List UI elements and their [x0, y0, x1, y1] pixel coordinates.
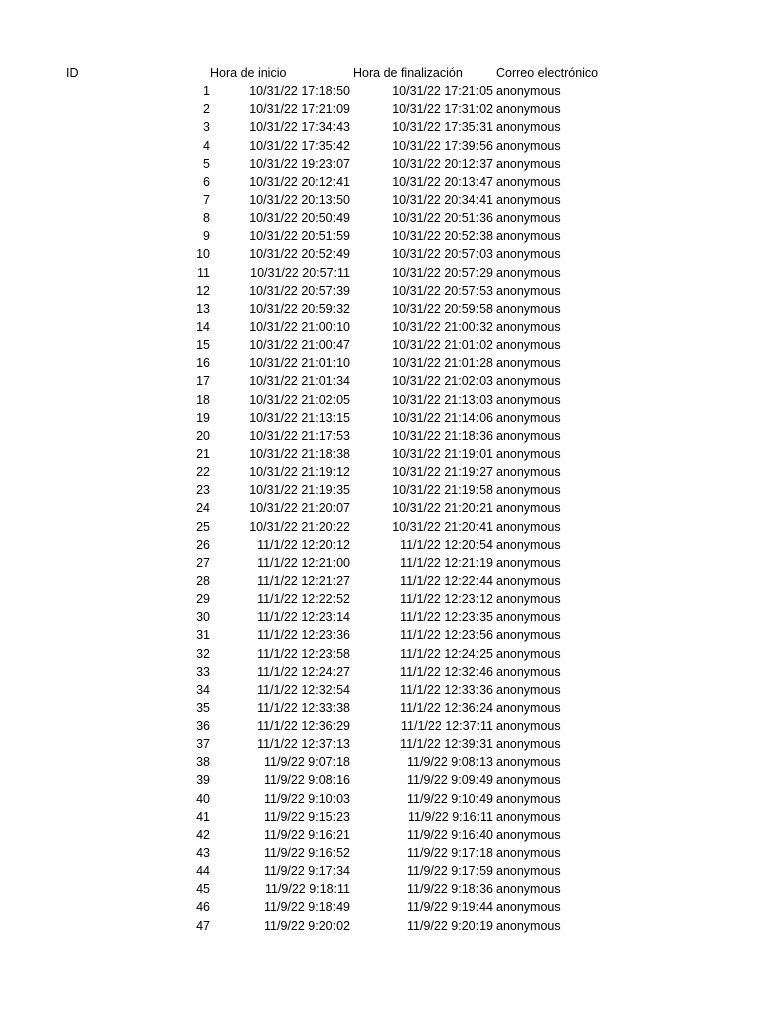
email-cell: anonymous	[496, 283, 561, 298]
email-cell: anonymous	[496, 846, 561, 861]
table-row	[0, 173, 768, 191]
id-cell: 24	[196, 501, 210, 516]
email-cell: anonymous	[496, 428, 561, 443]
id-cell: 40	[196, 791, 210, 806]
start-time-cell: 10/31/22 20:57:11	[250, 265, 350, 280]
end-time-cell: 11/1/22 12:21:19	[400, 555, 493, 570]
end-time-cell: 10/31/22 21:19:58	[392, 483, 493, 498]
start-time-cell: 10/31/22 20:12:41	[249, 174, 350, 189]
end-time-cell: 10/31/22 21:20:41	[392, 519, 493, 534]
id-cell: 14	[196, 319, 210, 334]
end-time-cell: 10/31/22 20:13:47	[392, 174, 493, 189]
email-cell: anonymous	[496, 737, 561, 752]
table-row	[0, 409, 768, 427]
start-time-cell: 10/31/22 17:34:43	[249, 120, 350, 135]
end-time-cell: 11/1/22 12:32:46	[400, 664, 493, 679]
start-time-cell: 10/31/22 21:13:15	[249, 410, 350, 425]
end-time-cell: 11/9/22 9:16:40	[407, 827, 493, 842]
end-time-cell: 11/1/22 12:23:12	[400, 592, 493, 607]
id-cell: 20	[196, 428, 210, 443]
email-cell: anonymous	[496, 719, 561, 734]
start-time-cell: 11/9/22 9:07:18	[264, 755, 350, 770]
end-time-cell: 11/9/22 9:10:49	[407, 791, 493, 806]
end-time-cell: 11/1/22 12:37:11	[401, 719, 493, 734]
start-time-cell: 10/31/22 21:00:47	[249, 338, 350, 353]
table-row	[0, 735, 768, 753]
start-time-cell: 10/31/22 20:50:49	[249, 211, 350, 226]
id-cell: 45	[196, 882, 210, 897]
email-cell: anonymous	[496, 156, 561, 171]
start-time-cell: 11/9/22 9:16:52	[264, 846, 350, 861]
id-cell: 43	[196, 846, 210, 861]
table-row	[0, 391, 768, 409]
table-row	[0, 445, 768, 463]
start-time-cell: 11/9/22 9:18:11	[264, 882, 350, 897]
email-cell: anonymous	[496, 192, 561, 207]
end-time-cell: 11/9/22 9:08:13	[407, 755, 493, 770]
id-cell: 39	[196, 773, 210, 788]
email-cell: anonymous	[496, 465, 561, 480]
end-time-cell: 11/9/22 9:09:49	[407, 773, 493, 788]
table-row	[0, 463, 768, 481]
id-cell: 2	[203, 102, 210, 117]
table-row	[0, 245, 768, 263]
start-time-cell: 10/31/22 20:52:49	[249, 247, 350, 262]
email-cell: anonymous	[496, 918, 561, 933]
email-cell: anonymous	[496, 120, 561, 135]
end-time-cell: 11/9/22 9:18:36	[407, 882, 493, 897]
end-time-cell: 10/31/22 21:02:03	[392, 374, 493, 389]
start-time-cell: 10/31/22 21:01:34	[249, 374, 350, 389]
table-row	[0, 790, 768, 808]
table-row	[0, 481, 768, 499]
start-time-cell: 11/1/22 12:21:27	[257, 573, 350, 588]
id-cell: 18	[196, 392, 210, 407]
end-time-cell: 10/31/22 20:57:03	[392, 247, 493, 262]
id-cell: 12	[196, 283, 210, 298]
table-row	[0, 663, 768, 681]
id-cell: 3	[203, 120, 210, 135]
id-cell: 10	[196, 247, 210, 262]
table-row	[0, 300, 768, 318]
start-time-cell: 11/1/22 12:32:54	[257, 682, 350, 697]
email-cell: anonymous	[496, 592, 561, 607]
table-row	[0, 427, 768, 445]
table-row	[0, 572, 768, 590]
end-time-cell: 10/31/22 20:57:29	[392, 265, 493, 280]
end-time-cell: 11/1/22 12:23:35	[400, 610, 493, 625]
id-cell: 44	[196, 864, 210, 879]
id-cell: 36	[196, 719, 210, 734]
end-time-cell: 11/1/22 12:22:44	[400, 573, 493, 588]
start-time-cell: 11/1/22 12:23:14	[257, 610, 350, 625]
end-time-cell: 10/31/22 20:57:53	[392, 283, 493, 298]
end-time-cell: 10/31/22 21:00:32	[392, 319, 493, 334]
table-row	[0, 227, 768, 245]
table-row	[0, 753, 768, 771]
email-cell: anonymous	[496, 755, 561, 770]
spreadsheet	[0, 64, 768, 935]
id-cell: 30	[196, 610, 210, 625]
id-cell: 8	[203, 211, 210, 226]
start-time-cell: 11/9/22 9:08:16	[264, 773, 350, 788]
id-cell: 32	[196, 646, 210, 661]
table-row	[0, 898, 768, 916]
end-time-cell: 10/31/22 17:39:56	[392, 138, 493, 153]
email-cell: anonymous	[496, 700, 561, 715]
end-time-cell: 10/31/22 20:12:37	[392, 156, 493, 171]
end-time-cell: 10/31/22 17:31:02	[392, 102, 493, 117]
table-row	[0, 118, 768, 136]
email-cell: anonymous	[496, 356, 561, 371]
start-time-cell: 11/9/22 9:10:03	[264, 791, 350, 806]
end-time-cell: 11/1/22 12:36:24	[400, 700, 493, 715]
start-time-cell: 10/31/22 21:20:22	[249, 519, 350, 534]
email-cell: anonymous	[496, 338, 561, 353]
start-time-cell: 10/31/22 17:21:09	[249, 102, 350, 117]
table-row	[0, 155, 768, 173]
end-time-cell: 10/31/22 21:13:03	[392, 392, 493, 407]
start-time-cell: 10/31/22 17:18:50	[249, 84, 350, 99]
id-cell: 19	[196, 410, 210, 425]
id-cell: 25	[196, 519, 210, 534]
end-time-cell: 11/1/22 12:23:56	[400, 628, 493, 643]
email-cell: anonymous	[496, 773, 561, 788]
end-time-cell: 11/9/22 9:17:18	[407, 846, 493, 861]
email-cell: anonymous	[496, 791, 561, 806]
email-cell: anonymous	[496, 446, 561, 461]
email-cell: anonymous	[496, 174, 561, 189]
header-id: ID	[66, 66, 79, 80]
table-body	[0, 82, 768, 935]
end-time-cell: 11/1/22 12:20:54	[400, 537, 493, 552]
id-cell: 27	[196, 555, 210, 570]
start-time-cell: 10/31/22 20:13:50	[249, 192, 350, 207]
id-cell: 34	[196, 682, 210, 697]
email-cell: anonymous	[496, 646, 561, 661]
table-row	[0, 191, 768, 209]
email-cell: anonymous	[496, 84, 561, 99]
email-cell: anonymous	[496, 265, 561, 280]
end-time-cell: 11/1/22 12:24:25	[400, 646, 493, 661]
table-row	[0, 82, 768, 100]
start-time-cell: 11/9/22 9:15:23	[264, 809, 350, 824]
email-cell: anonymous	[496, 610, 561, 625]
email-cell: anonymous	[496, 555, 561, 570]
email-cell: anonymous	[496, 319, 561, 334]
id-cell: 22	[196, 465, 210, 480]
table-row	[0, 264, 768, 282]
table-row	[0, 917, 768, 935]
table-row	[0, 880, 768, 898]
email-cell: anonymous	[496, 628, 561, 643]
start-time-cell: 11/1/22 12:33:38	[257, 700, 350, 715]
table-row	[0, 808, 768, 826]
email-cell: anonymous	[496, 827, 561, 842]
end-time-cell: 10/31/22 21:19:01	[392, 446, 493, 461]
email-cell: anonymous	[496, 301, 561, 316]
start-time-cell: 11/1/22 12:21:00	[257, 555, 350, 570]
id-cell: 23	[196, 483, 210, 498]
table-row	[0, 372, 768, 390]
end-time-cell: 10/31/22 17:35:31	[392, 120, 493, 135]
table-row	[0, 699, 768, 717]
table-row	[0, 354, 768, 372]
id-cell: 15	[196, 338, 210, 353]
end-time-cell: 10/31/22 20:51:36	[392, 211, 493, 226]
header-row	[0, 64, 768, 82]
start-time-cell: 10/31/22 21:01:10	[249, 356, 350, 371]
end-time-cell: 10/31/22 21:01:28	[392, 356, 493, 371]
id-cell: 4	[203, 138, 210, 153]
start-time-cell: 10/31/22 21:02:05	[249, 392, 350, 407]
table-row	[0, 137, 768, 155]
table-row	[0, 499, 768, 517]
end-time-cell: 10/31/22 21:18:36	[392, 428, 493, 443]
end-time-cell: 11/1/22 12:33:36	[400, 682, 493, 697]
email-cell: anonymous	[496, 247, 561, 262]
email-cell: anonymous	[496, 682, 561, 697]
start-time-cell: 10/31/22 21:00:10	[249, 319, 350, 334]
email-cell: anonymous	[496, 573, 561, 588]
end-time-cell: 11/9/22 9:16:11	[407, 809, 493, 824]
id-cell: 11	[197, 265, 210, 280]
end-time-cell: 10/31/22 20:59:58	[392, 301, 493, 316]
table-row	[0, 862, 768, 880]
table-row	[0, 826, 768, 844]
end-time-cell: 11/1/22 12:39:31	[400, 737, 493, 752]
start-time-cell: 10/31/22 19:23:07	[249, 156, 350, 171]
end-time-cell: 11/9/22 9:17:59	[407, 864, 493, 879]
email-cell: anonymous	[496, 537, 561, 552]
id-cell: 17	[196, 374, 210, 389]
email-cell: anonymous	[496, 392, 561, 407]
id-cell: 21	[196, 446, 210, 461]
table-row	[0, 626, 768, 644]
end-time-cell: 10/31/22 21:01:02	[392, 338, 493, 353]
start-time-cell: 11/1/22 12:36:29	[257, 719, 350, 734]
email-cell: anonymous	[496, 882, 561, 897]
email-cell: anonymous	[496, 864, 561, 879]
start-time-cell: 11/9/22 9:17:34	[264, 864, 350, 879]
email-cell: anonymous	[496, 664, 561, 679]
table-row	[0, 681, 768, 699]
table-row	[0, 536, 768, 554]
table-row	[0, 209, 768, 227]
end-time-cell: 10/31/22 21:14:06	[392, 410, 493, 425]
table-row	[0, 590, 768, 608]
email-cell: anonymous	[496, 102, 561, 117]
id-cell: 35	[196, 700, 210, 715]
id-cell: 1	[203, 84, 210, 99]
email-cell: anonymous	[496, 138, 561, 153]
start-time-cell: 11/1/22 12:37:13	[257, 737, 350, 752]
table-row	[0, 844, 768, 862]
id-cell: 6	[203, 174, 210, 189]
start-time-cell: 10/31/22 17:35:42	[249, 138, 350, 153]
id-cell: 28	[196, 573, 210, 588]
table-row	[0, 518, 768, 536]
email-cell: anonymous	[496, 501, 561, 516]
email-cell: anonymous	[496, 483, 561, 498]
id-cell: 29	[196, 592, 210, 607]
id-cell: 38	[196, 755, 210, 770]
email-cell: anonymous	[496, 519, 561, 534]
end-time-cell: 10/31/22 21:20:21	[392, 501, 493, 516]
end-time-cell: 11/9/22 9:19:44	[407, 900, 493, 915]
id-cell: 13	[196, 301, 210, 316]
end-time-cell: 10/31/22 20:52:38	[392, 229, 493, 244]
start-time-cell: 11/9/22 9:20:02	[264, 918, 350, 933]
email-cell: anonymous	[496, 211, 561, 226]
start-time-cell: 11/1/22 12:23:58	[257, 646, 350, 661]
id-cell: 31	[196, 628, 210, 643]
id-cell: 47	[196, 918, 210, 933]
table-row	[0, 554, 768, 572]
id-cell: 46	[196, 900, 210, 915]
start-time-cell: 10/31/22 21:18:38	[249, 446, 350, 461]
id-cell: 33	[196, 664, 210, 679]
start-time-cell: 10/31/22 20:51:59	[249, 229, 350, 244]
start-time-cell: 11/9/22 9:16:21	[264, 827, 350, 842]
table-row	[0, 608, 768, 626]
id-cell: 42	[196, 827, 210, 842]
id-cell: 37	[196, 737, 210, 752]
start-time-cell: 10/31/22 20:59:32	[249, 301, 350, 316]
start-time-cell: 11/1/22 12:20:12	[257, 537, 350, 552]
email-cell: anonymous	[496, 374, 561, 389]
start-time-cell: 11/1/22 12:23:36	[257, 628, 350, 643]
start-time-cell: 10/31/22 21:19:35	[249, 483, 350, 498]
start-time-cell: 10/31/22 21:19:12	[249, 465, 350, 480]
header-start-time: Hora de inicio	[210, 66, 287, 80]
end-time-cell: 10/31/22 21:19:27	[392, 465, 493, 480]
id-cell: 9	[203, 229, 210, 244]
start-time-cell: 10/31/22 21:17:53	[249, 428, 350, 443]
end-time-cell: 11/9/22 9:20:19	[407, 918, 493, 933]
id-cell: 7	[203, 192, 210, 207]
table-row	[0, 771, 768, 789]
start-time-cell: 11/9/22 9:18:49	[264, 900, 350, 915]
start-time-cell: 11/1/22 12:22:52	[257, 592, 350, 607]
table-row	[0, 318, 768, 336]
table-row	[0, 100, 768, 118]
id-cell: 26	[196, 537, 210, 552]
email-cell: anonymous	[496, 410, 561, 425]
end-time-cell: 10/31/22 17:21:05	[392, 84, 493, 99]
header-email: Correo electrónico	[496, 66, 599, 80]
start-time-cell: 10/31/22 20:57:39	[249, 283, 350, 298]
email-cell: anonymous	[496, 900, 561, 915]
header-end-time: Hora de finalización	[353, 66, 463, 80]
end-time-cell: 10/31/22 20:34:41	[392, 192, 493, 207]
table-row	[0, 282, 768, 300]
id-cell: 5	[203, 156, 210, 171]
id-cell: 16	[196, 356, 210, 371]
start-time-cell: 10/31/22 21:20:07	[249, 501, 350, 516]
email-cell: anonymous	[496, 809, 561, 824]
table-row	[0, 717, 768, 735]
email-cell: anonymous	[496, 229, 561, 244]
table-row	[0, 645, 768, 663]
id-cell: 41	[196, 809, 210, 824]
table-row	[0, 336, 768, 354]
start-time-cell: 11/1/22 12:24:27	[257, 664, 350, 679]
